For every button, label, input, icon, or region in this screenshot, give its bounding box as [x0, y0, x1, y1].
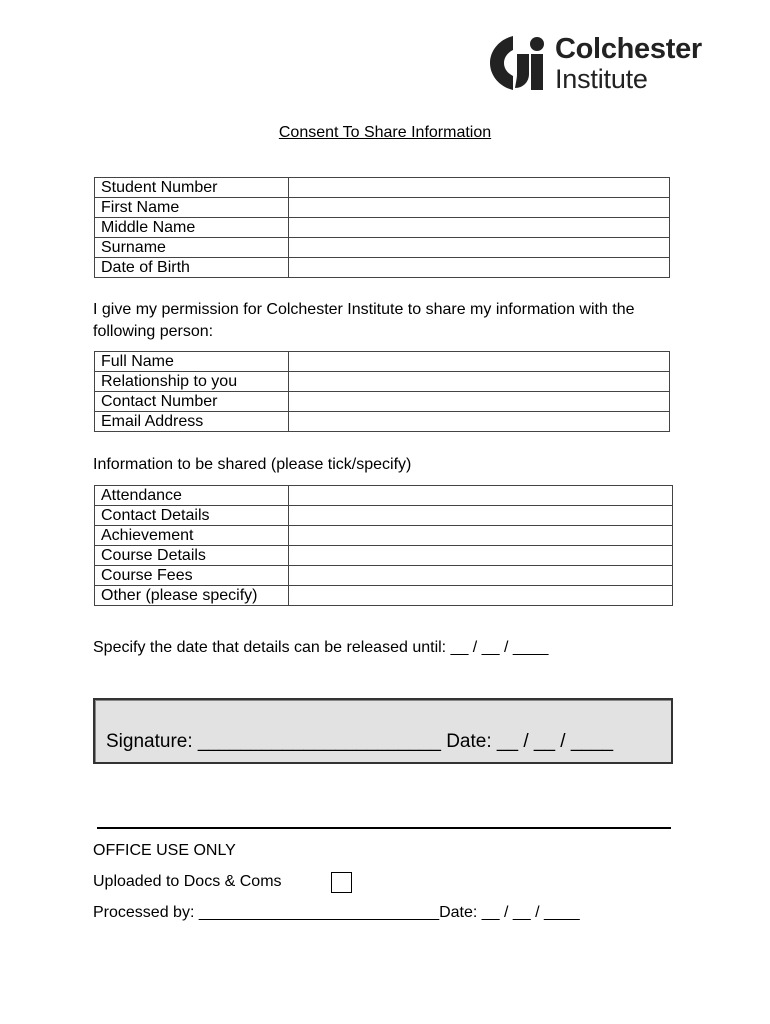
table-row: [95, 526, 673, 546]
student-number-field[interactable]: [289, 178, 670, 198]
first-name-field[interactable]: [289, 198, 670, 218]
table-row: [95, 566, 673, 586]
logo-mark-icon: [487, 30, 553, 96]
contact-number-field[interactable]: [289, 392, 670, 412]
field-label-course-fees: Course Fees: [95, 566, 289, 586]
field-label-email-address: Email Address: [95, 412, 289, 432]
contact-details-field[interactable]: [289, 506, 673, 526]
table-row: [95, 412, 670, 432]
release-date-line: Specify the date that details can be released until: __ / __ / ____: [93, 639, 549, 656]
table-row: [95, 392, 670, 412]
logo-text-line2: Institute: [555, 64, 648, 94]
field-label-attendance: Attendance: [95, 486, 289, 506]
table-row: [95, 372, 670, 392]
signature-box[interactable]: [93, 698, 673, 764]
table-row: [95, 352, 670, 372]
field-label-date-of-birth: Date of Birth: [95, 258, 289, 278]
field-label-relationship: Relationship to you: [95, 372, 289, 392]
table-row: [95, 586, 673, 606]
uploaded-checkbox[interactable]: [331, 872, 352, 893]
office-use-heading: OFFICE USE ONLY: [93, 842, 236, 859]
course-details-field[interactable]: [289, 546, 673, 566]
relationship-field[interactable]: [289, 372, 670, 392]
table-row: [95, 218, 670, 238]
field-label-contact-number: Contact Number: [95, 392, 289, 412]
field-label-achievement: Achievement: [95, 526, 289, 546]
achievement-field[interactable]: [289, 526, 673, 546]
field-label-course-details: Course Details: [95, 546, 289, 566]
field-label-full-name: Full Name: [95, 352, 289, 372]
surname-field[interactable]: [289, 238, 670, 258]
course-fees-field[interactable]: [289, 566, 673, 586]
email-address-field[interactable]: [289, 412, 670, 432]
field-label-student-number: Student Number: [95, 178, 289, 198]
field-label-surname: Surname: [95, 238, 289, 258]
date-of-birth-field[interactable]: [289, 258, 670, 278]
info-shared-heading: Information to be shared (please tick/specify): [93, 456, 412, 473]
table-row: [95, 238, 670, 258]
full-name-field[interactable]: [289, 352, 670, 372]
table-row: [95, 178, 670, 198]
table-row: [95, 546, 673, 566]
attendance-field[interactable]: [289, 486, 673, 506]
student-details-table: [94, 177, 670, 278]
other-field[interactable]: [289, 586, 673, 606]
signature-date-line: Signature: _______________________ Date: __ / __ / ____: [106, 731, 614, 752]
table-row: [95, 258, 670, 278]
middle-name-field[interactable]: [289, 218, 670, 238]
page-title: Consent To Share Information: [278, 124, 492, 141]
logo-text-line1: Colchester: [555, 33, 702, 65]
field-label-middle-name: Middle Name: [95, 218, 289, 238]
table-row: [95, 506, 673, 526]
field-label-other: Other (please specify): [95, 586, 289, 606]
processed-by-line: Processed by: ___________________________Date: __ / __ / ____: [93, 904, 580, 921]
table-row: [95, 198, 670, 218]
colchester-institute-logo: [487, 30, 737, 96]
divider: [97, 827, 671, 829]
field-label-first-name: First Name: [95, 198, 289, 218]
permission-statement: I give my permission for Colchester Institute to share my information with the following person:: [93, 301, 635, 340]
contact-person-table: [94, 351, 670, 432]
uploaded-label: Uploaded to Docs & Coms: [93, 873, 282, 890]
field-label-contact-details: Contact Details: [95, 506, 289, 526]
info-shared-table: [94, 485, 673, 606]
table-row: [95, 486, 673, 506]
